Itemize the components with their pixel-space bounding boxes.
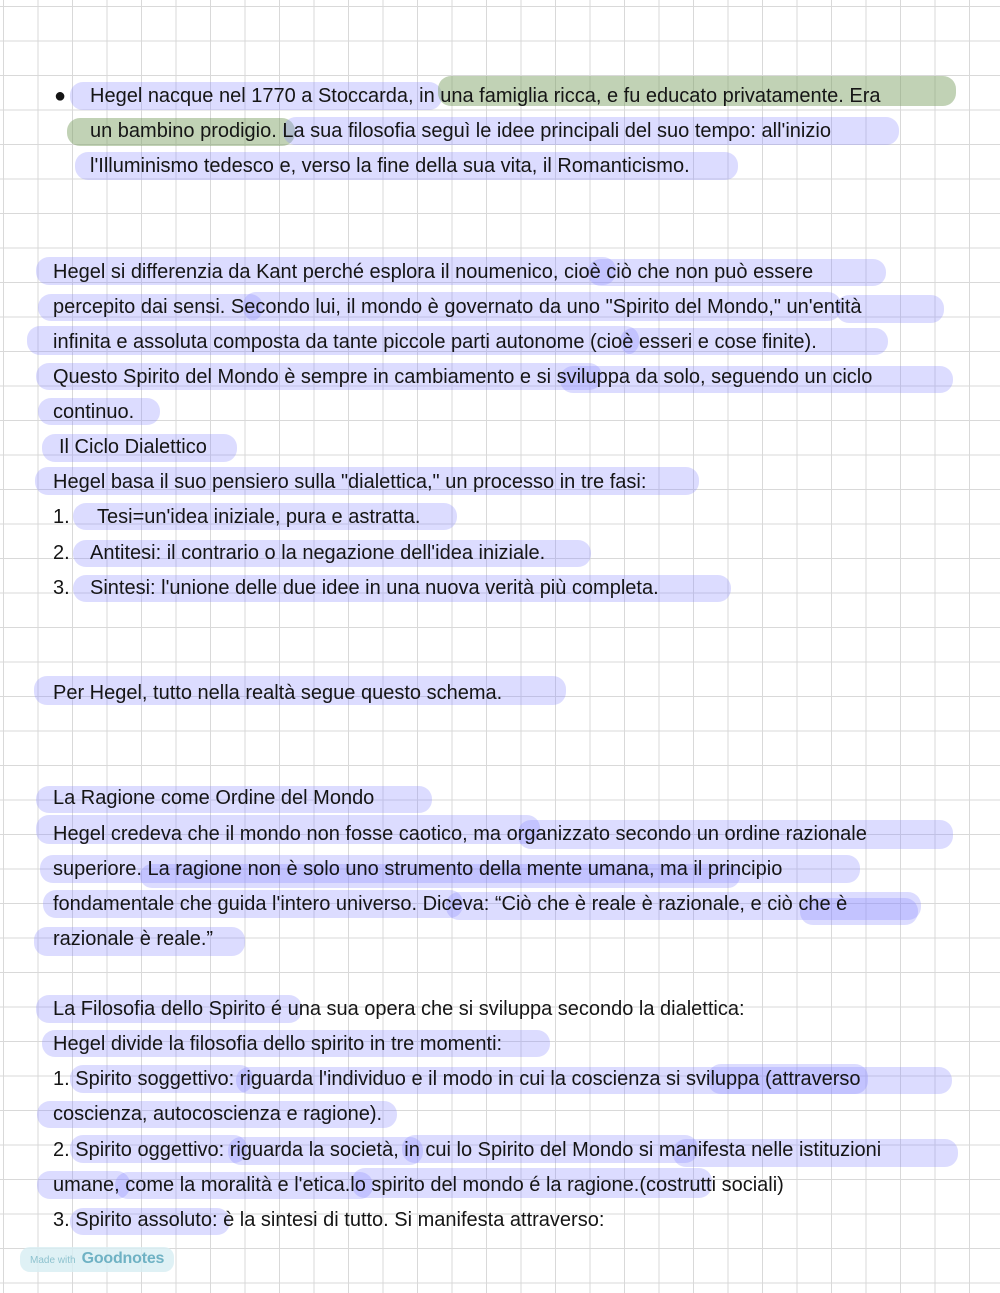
list-item: Antitesi: il contrario o la negazione dell'idea iniziale.: [90, 542, 546, 564]
paragraph-line: infinita e assoluta composta da tante piccole parti autonome (cioè esseri e cose finite).: [53, 331, 817, 353]
watermark-brand: Goodnotes: [81, 1250, 165, 1267]
paragraph-line: superiore. La ragione non è solo uno strumento della mente umana, ma il principio: [53, 858, 783, 880]
paragraph-line: Hegel credeva che il mondo non fosse caotico, ma organizzato secondo un ordine razionale: [53, 823, 867, 845]
paragraph-line: coscienza, autocoscienza e ragione).: [53, 1103, 383, 1125]
goodnotes-watermark: [20, 1247, 174, 1272]
paragraph-line: percepito dai sensi. Secondo lui, il mondo è governato da uno "Spirito del Mondo," un'entità: [53, 296, 862, 318]
paragraph-line: Hegel si differenzia da Kant perché esplora il noumenico, cioè ciò che non può essere: [53, 261, 814, 283]
bullet-line: un bambino prodigio. La sua filosofia seguì le idee principali del suo tempo: all'inizio: [90, 120, 831, 142]
list-number: 1.: [53, 506, 70, 528]
section-heading: La Ragione come Ordine del Mondo: [53, 787, 375, 809]
schema-line: Per Hegel, tutto nella realtà segue questo schema.: [53, 682, 503, 704]
bullet-line: l'Illuminismo tedesco e, verso la fine della sua vita, il Romanticismo.: [90, 155, 690, 177]
paragraph-line: fondamentale che guida l'intero universo. Diceva: “Ciò che è reale è razionale, e ciò che è: [53, 893, 848, 915]
section-heading: Il Ciclo Dialettico: [59, 436, 207, 458]
bullet-line: Hegel nacque nel 1770 a Stoccarda, in una famiglia ricca, e fu educato privatamente. Era: [90, 85, 881, 107]
section-intro: Hegel basa il suo pensiero sulla "dialettica," un processo in tre fasi:: [53, 471, 647, 493]
paragraph-line: 2. Spirito oggettivo: riguarda la società, in cui lo Spirito del Mondo si manifesta nelle istituzioni: [53, 1139, 882, 1161]
paragraph-line: Questo Spirito del Mondo è sempre in cambiamento e si sviluppa da solo, seguendo un ciclo: [53, 366, 873, 388]
paragraph-line: continuo.: [53, 401, 135, 423]
paragraph-line: Hegel divide la filosofia dello spirito in tre momenti:: [53, 1033, 503, 1055]
watermark-prefix: Made with: [30, 1255, 76, 1266]
paragraph-line: 1. Spirito soggettivo: riguarda l'individuo e il modo in cui la coscienza si sviluppa (attraverso: [53, 1068, 861, 1090]
paragraph-line: razionale è reale.”: [53, 928, 214, 950]
paragraph-line: La Filosofia dello Spirito é una sua opera che si sviluppa secondo la dialettica:: [53, 998, 745, 1020]
list-number: 2.: [53, 542, 70, 564]
bullet-marker: ●: [54, 85, 67, 107]
list-item: Tesi=un'idea iniziale, pura e astratta.: [97, 506, 421, 528]
paragraph-line: 3. Spirito assoluto: è la sintesi di tutto. Si manifesta attraverso:: [53, 1209, 605, 1231]
list-number: 3.: [53, 577, 70, 599]
list-item: Sintesi: l'unione delle due idee in una nuova verità più completa.: [90, 577, 659, 599]
paragraph-line: umane, come la moralità e l'etica.lo spirito del mondo é la ragione.(costrutti sociali): [53, 1174, 784, 1196]
